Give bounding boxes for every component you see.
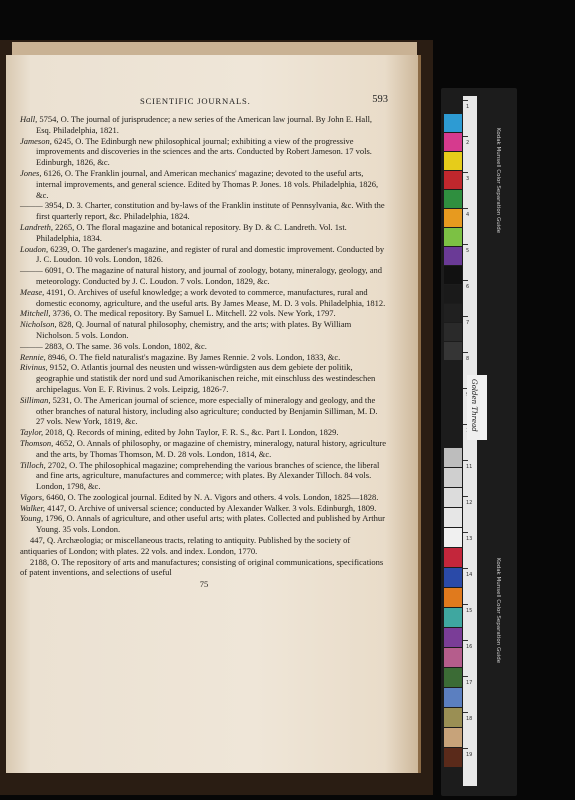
color-patch [444,568,462,587]
scale-number: 18 [466,716,473,722]
color-patch [444,266,462,284]
scale-tick [463,244,468,245]
page-number: 593 [372,94,388,105]
scale-tick [463,280,468,281]
color-patch [444,668,462,687]
color-patch [444,285,462,303]
scale-number: 15 [466,608,473,614]
entry-text: 1796, O. Annals of agriculture, and other useful arts; with plates. Collected and published by Arthur Young. 35 vols. London. [36,513,385,535]
entry-name: Mease, [20,286,45,297]
scale-tick [463,676,468,677]
entry [20,513,388,535]
entry-name: Nicholson, [20,319,57,330]
color-patch [444,133,462,151]
scale-number: 1 [466,104,470,110]
entry-name: Walker, [20,502,45,513]
entry-text: 6091, O. The magazine of natural history, and journal of zoology, botany, mineralogy, geology, and meteorology. Conducted by J. C. Loudon. 7 vols. London, 1829, &c. [36,265,383,286]
scale-tick [463,100,468,101]
scale-tick [463,604,468,605]
scale-number: 3 [466,176,470,182]
entry-plain: 2188, O. The repository of arts and manufactures; consisting of original communications, specifications of patent inventions, and selections of useful [20,556,384,578]
scale-tick [463,352,468,353]
entry [20,319,388,341]
entry-name: Vigors, [20,491,45,502]
gray-scale-column [463,96,477,786]
scale-number: 17 [466,680,473,686]
entry-name: Silliman, [20,394,51,405]
entry [20,287,388,309]
color-patch [444,748,462,767]
scale-tick [463,136,468,137]
color-patch [444,190,462,208]
entry-name: Taylor, [20,427,44,438]
entry [20,460,388,492]
scale-tick [463,640,468,641]
entry-name: Rivinus, [20,362,48,373]
scale-number: 14 [466,572,473,578]
color-patch [444,688,462,707]
entry-plain: 447, Q. Archæologia; or miscellaneous tracts, relating to antiquity. Published by the society of antiquaries of London; with plates. 22 vols. and index. London, 1770. [20,535,351,556]
entry-text: 4147, O. Archive of universal science; conducted by Alexander Walker. 3 vols. Edinburgh, 1809. [44,502,377,513]
color-patch [444,708,462,727]
entry [20,352,388,363]
entry [20,438,388,460]
entry-text: 828, Q. Journal of natural philosophy, chemistry, and the arts; with plates. By William Nicholson. 5 vols. London. [36,319,352,340]
entry-name: Mitchell, [20,308,51,319]
entry-text: 2018, Q. Records of mining, edited by John Taylor, F. R. S., &c. Part I. London, 1829. [43,427,339,438]
color-patch [444,608,462,627]
color-patch [444,508,462,527]
scale-number: 19 [466,752,473,758]
entry [20,503,388,514]
entry-text: 6126, O. The Franklin journal, and American mechanics' magazine; devoted to the useful arts, internal improvements, and general science. Edited by Thomas P. Jones. 18 vols. Philadelphia, 1826, &c. [36,167,379,200]
scale-number: 7 [466,320,470,326]
scale-number: 4 [466,212,470,218]
entry [20,362,388,394]
entry [20,265,388,287]
color-patch [444,114,462,132]
entry-name: Landreth, [20,221,53,232]
color-patch [444,488,462,507]
scale-number: 11 [466,464,473,470]
target-caption: Kodak Munsell Color Separation Guide [495,128,501,234]
scale-number: 2 [466,140,470,146]
color-target [441,88,517,796]
scale-number: 8 [466,356,470,362]
entry-text: 2702, O. The philosophical magazine; comprehending the various branches of science, the liberal and fine arts, agriculture, manufactures and commerce; with plates. By Alexander Tilloch. 84 vols. London, 1798, &c. [36,459,380,492]
entry [20,200,388,222]
logo-text: Golden Thread [470,379,478,432]
scale-number: 16 [466,644,473,650]
entry [20,308,388,319]
scale-number: 5 [466,248,470,254]
entry-text: 9152, O. Atlantis journal des neusten und wissen-würdigsten aus dem gebiete der politik, geographie und statistik der nord und sud Amorikanischen reiche, mit einschluss des westindeschen archipelagus. Von E. F. Rivinus. 2 vols. Leipzig, 1826-7. [36,362,376,394]
target-caption: Kodak Munsell Color Separation Guide [495,558,501,664]
entry-text: 6245, O. The Edinburgh new philosophical journal; exhibiting a view of the progressive improvements and discoveries in the sciences and the arts. Conducted by Robert Jameson. 17 vols. Edinburgh, 1826, &c. [36,135,372,168]
color-patch [444,342,462,360]
scale-tick [463,460,468,461]
entry-name: Young, [20,513,44,524]
scale-number: 6 [466,284,470,290]
running-head [20,96,408,110]
entry-name: Hall, [20,114,38,124]
color-patch [444,588,462,607]
color-patch [444,209,462,227]
scale-tick [463,496,468,497]
entry [20,492,388,503]
scale-tick [463,532,468,533]
color-patch [444,152,462,170]
entry-text: 8946, O. The field naturalist's magazine. By James Rennie. 2 vols. London, 1833, &c. [45,351,341,362]
color-patch [444,648,462,667]
scale-tick [463,712,468,713]
entry-text: 3736, O. The medical repository. By Samuel L. Mitchell. 22 vols. New York, 1797. [50,308,336,319]
entry-name: Thomson, [20,437,54,448]
color-patch [444,171,462,189]
scale-tick [463,568,468,569]
running-head-title: SCIENTIFIC JOURNALS. [140,96,251,106]
entry-text: 6460, O. The zoological journal. Edited by N. A. Vigors and others. 4 vols. London, 1825—1828. [44,491,379,502]
color-patch [444,448,462,467]
entry-name: Jones, [20,167,42,178]
entry [20,136,388,168]
entry-text: 6239, O. The gardener's magazine, and register of rural and domestic improvement. Conducted by J. C. Loudon. 10 vols. London, 1826. [36,243,385,265]
entry-text: 2883, O. The same. 36 vols. London, 1802, &c. [42,340,207,351]
entry [20,114,388,136]
golden-thread-logo [467,375,487,440]
entry [20,168,388,200]
color-patch [444,528,462,547]
entry-name: Loudon, [20,243,49,254]
entries-list [20,114,388,590]
color-patch [444,228,462,246]
entry [20,244,388,266]
entry-name: Jameson, [20,135,52,146]
scale-number: 13 [466,536,473,542]
entry-name: ——— [20,340,43,351]
entry-text: 2265, O. The floral magazine and botanical repository. By D. & C. Landreth. Vol. 1st. Philadelphia, 1834. [36,221,347,243]
scale-tick [463,172,468,173]
entry [20,341,388,352]
entry-text: 4191, O. Archives of useful knowledge; a work devoted to commerce, manufactures, rural and domestic economy, agriculture, and the useful arts. By James Mease, M. D. 3 vols. Philadelphia, 1812. [36,286,386,308]
color-patch [444,323,462,341]
entry [20,427,388,438]
color-patch [444,628,462,647]
entry-name: ——— [20,265,43,276]
scale-tick [463,316,468,317]
color-patch [444,247,462,265]
signature-mark: 75 [199,579,209,590]
entry-text: 5231, O. The American journal of science, more especially of mineralogy and geology, and the other branches of natural history, including also agriculture; conducted by Benjamin Silliman, M. D. 27 vols. New York, 1819, &c. [36,394,378,427]
color-patch [444,728,462,747]
entry-text: 4652, O. Annals of philosophy, or magazine of chemistry, mineralogy, natural history, agriculture and the arts, by Thomas Thomson, M. D. 28 vols. London, 1814, &c. [36,437,387,459]
color-patch [444,304,462,322]
entry-name: Tilloch, [20,459,46,470]
entry-name: ——— [20,200,43,211]
scale-number: 12 [466,500,473,506]
scale-tick [463,748,468,749]
entry-text: 3954, D. 3. Charter, constitution and by-laws of the Franklin institute of Pennsylvania, &c. With the first quarterly report, &c. Philadelphia, 1824. [36,200,385,222]
entry [20,222,388,244]
color-patch [444,548,462,567]
entry [20,395,388,427]
color-patch [444,468,462,487]
entry-name: Rennie, [20,351,46,362]
entry-text: 5754, O. The journal of jurisprudence; a new series of the American law journal. By John E. Hall, Esq. Philadelphia, 1821. [36,114,373,135]
scale-tick [463,208,468,209]
